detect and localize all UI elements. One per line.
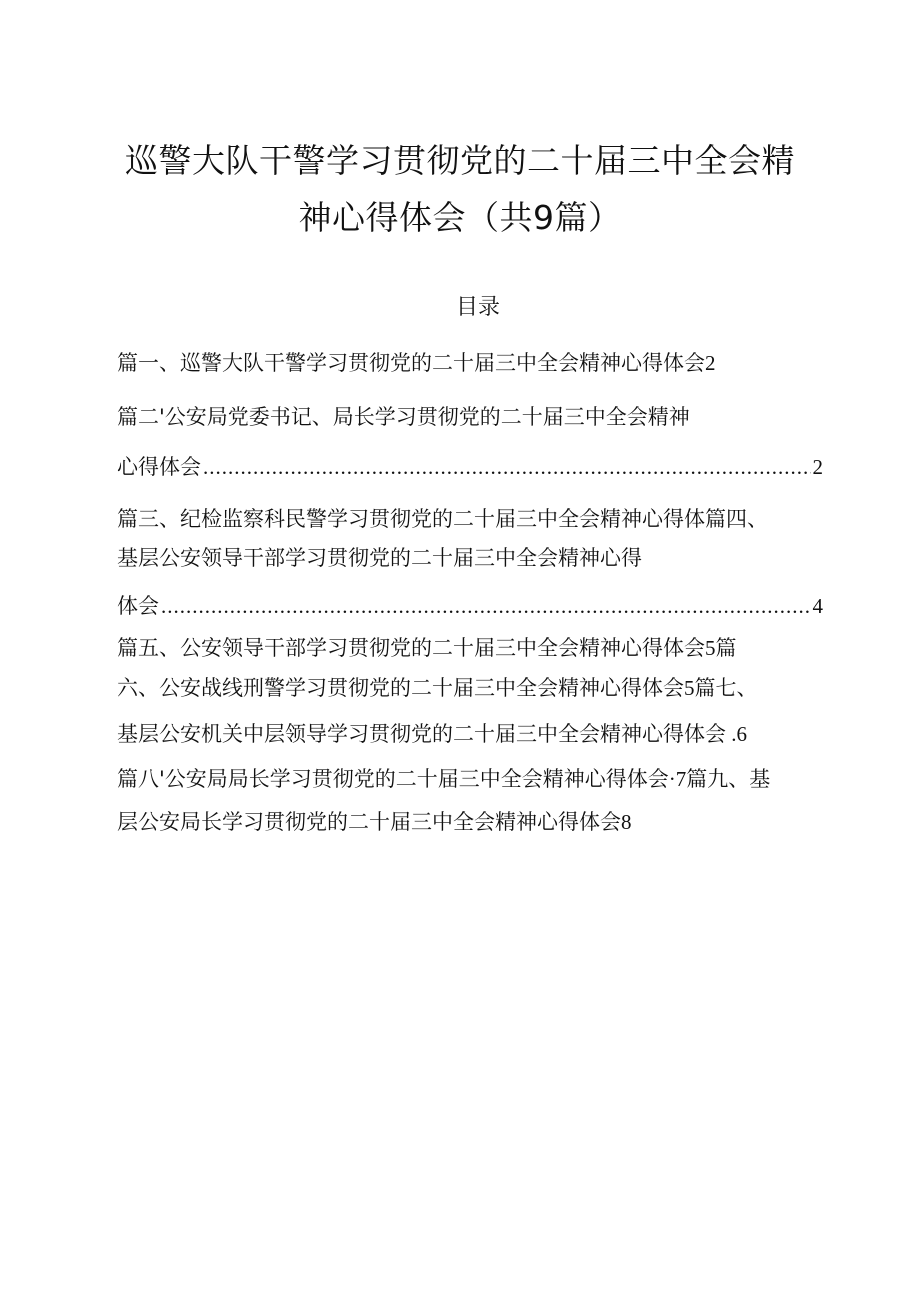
toc-entry-5-page: 5 bbox=[705, 636, 716, 660]
toc-entry-4-title: 基层公安领导干部学习贯彻党的二十届三中全会精神心得 bbox=[117, 546, 642, 570]
toc-dot-leader bbox=[161, 592, 811, 620]
toc-entry-2-page: 2 bbox=[812, 455, 823, 479]
toc-entry-2-title-cont: 心得体会 bbox=[117, 455, 201, 479]
toc-entry-4-second-line bbox=[117, 592, 823, 620]
document-title-line-2: 神心得体会（共9篇） bbox=[298, 198, 622, 237]
toc-entry-4-first-line bbox=[117, 544, 642, 572]
toc-entry-1-page: 2 bbox=[705, 351, 716, 375]
toc-entry-2-first-line bbox=[117, 403, 690, 431]
toc-entry-7-title: 基层公安机关中层领导学习贯彻党的二十届三中全会精神心得体会 bbox=[117, 722, 726, 746]
toc-entry-6 bbox=[117, 674, 758, 702]
toc-entry-9 bbox=[117, 808, 632, 836]
toc-entry-7-page: .6 bbox=[726, 722, 747, 746]
toc-entry-2-second-line bbox=[117, 453, 823, 481]
toc-entry-8-page: ·7 bbox=[668, 767, 687, 791]
document-title-line-1: 巡警大队干警学习贯彻党的二十届三中全会精 bbox=[125, 141, 795, 180]
toc-entry-4-title-cont: 体会 bbox=[117, 594, 159, 618]
toc-entry-5 bbox=[117, 634, 737, 662]
toc-entry-6-start: 篇 bbox=[715, 636, 737, 660]
toc-entry-6-title: 六、公安战线刑警学习贯彻党的二十届三中全会精神心得体会 bbox=[117, 676, 684, 700]
toc-entry-5-title: 篇五、公安领导干部学习贯彻党的二十届三中全会精神心得体会 bbox=[117, 636, 705, 660]
toc-entry-3-title: 篇三、纪检监察科民警学习贯彻党的二十届三中全会精神心得体篇四、 bbox=[117, 507, 768, 531]
toc-entry-2-title: 篇二'公安局党委书记、局长学习贯彻党的二十届三中全会精神 bbox=[117, 405, 690, 429]
toc-entry-8-title: 篇八'公安局局长学习贯彻党的二十届三中全会精神心得体会 bbox=[117, 767, 669, 791]
toc-dot-leader bbox=[203, 453, 811, 481]
toc-entry-8 bbox=[117, 765, 770, 793]
toc-entry-9-title: 层公安局长学习贯彻党的二十届三中全会精神心得体会 bbox=[117, 810, 621, 834]
toc-entry-9-page: 8 bbox=[621, 810, 632, 834]
toc-entry-7-start: 篇七、 bbox=[694, 676, 758, 700]
toc-entry-1-title: 篇一、巡警大队干警学习贯彻党的二十届三中全会精神心得体会 bbox=[117, 351, 705, 375]
toc-entry-6-page: 5 bbox=[684, 676, 695, 700]
toc-heading: 目录 bbox=[455, 295, 500, 320]
toc-entry-4-page: 4 bbox=[812, 594, 823, 618]
toc-entry-3 bbox=[117, 505, 768, 533]
toc-entry-7 bbox=[117, 720, 747, 748]
toc-entry-1 bbox=[117, 349, 716, 377]
toc-entry-9-start: 篇九、基 bbox=[686, 767, 771, 791]
